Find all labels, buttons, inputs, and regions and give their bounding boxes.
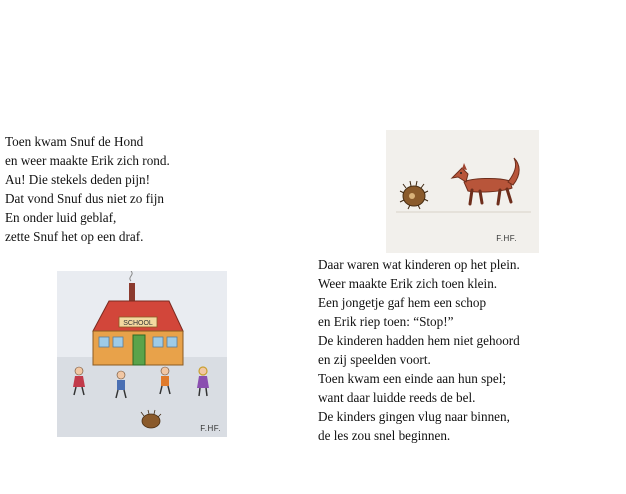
- verse-line: Daar waren wat kinderen op het plein.: [318, 257, 520, 272]
- verse-line: Weer maakte Erik zich toen klein.: [318, 276, 498, 291]
- verse-line: Toen kwam een einde aan hun spel;: [318, 371, 507, 386]
- stanza-kinderen-op-het-plein: [318, 255, 520, 445]
- verse-line: Toen kwam Snuf de Hond: [5, 134, 144, 149]
- verse-line: en weer maakte Erik zich rond.: [5, 153, 170, 168]
- school-building: [93, 271, 183, 365]
- verse-line: en zij speelden voort.: [318, 352, 431, 367]
- dog-figure: [452, 158, 519, 204]
- chimney: [129, 283, 135, 301]
- verse-line: De kinderen hadden hem niet gehoord: [318, 333, 520, 348]
- verse-line: en Erik riep toen: “Stop!”: [318, 314, 454, 329]
- school-playground-illustration: [57, 271, 227, 437]
- verse-line: zette Snuf het op een draf.: [5, 229, 144, 244]
- verse-line: Een jongetje gaf hem een schop: [318, 295, 487, 310]
- verse-line: Dat vond Snuf dus niet zo fijn: [5, 191, 164, 206]
- school-sign-text: SCHOOL: [123, 320, 153, 327]
- school-door: [133, 335, 145, 365]
- hedgehog-figure: [400, 181, 428, 209]
- verse-line: En onder luid geblaf,: [5, 210, 117, 225]
- artist-signature: F.HF.: [496, 234, 517, 243]
- stanza-snuf-de-hond: [5, 132, 170, 246]
- verse-line: de les zou snel beginnen.: [318, 428, 451, 443]
- school-drawing: [57, 271, 227, 437]
- dog-and-hedgehog-illustration: [386, 130, 539, 253]
- verse-line: Au! Die stekels deden pijn!: [5, 172, 151, 187]
- artist-signature: F.HF.: [200, 424, 221, 433]
- verse-line: De kinders gingen vlug naar binnen,: [318, 409, 510, 424]
- verse-line: want daar luidde reeds de bel.: [318, 390, 476, 405]
